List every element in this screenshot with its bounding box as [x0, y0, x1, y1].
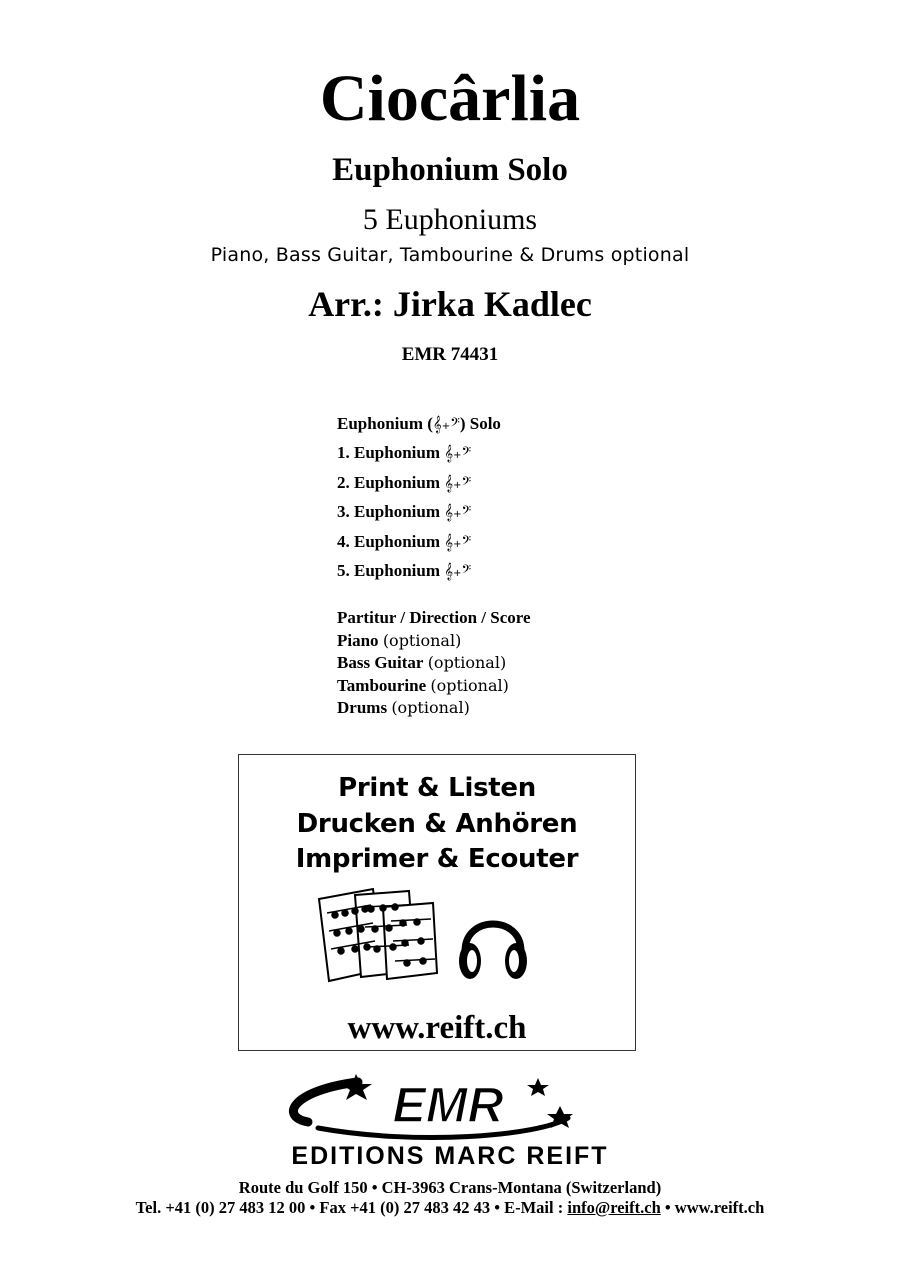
- promo-line-en: Print & Listen: [338, 773, 536, 803]
- contact-suffix: • www.reift.ch: [660, 1198, 765, 1217]
- extra-name: Tambourine: [337, 675, 427, 695]
- plus-sign: +: [441, 421, 451, 432]
- extra-item: [337, 652, 757, 675]
- treble-clef-icon: 𝄞: [444, 473, 454, 492]
- extra-name: Partitur / Direction / Score: [337, 608, 531, 627]
- page-title: Ciocârlia: [319, 62, 581, 135]
- plus-sign: +: [453, 509, 462, 521]
- part-name: 4. Euphonium: [337, 531, 440, 551]
- part-item: [337, 530, 757, 559]
- extra-name: Piano: [337, 630, 379, 650]
- part-item: [337, 471, 757, 500]
- arranger: Arr.: Jirka Kadlec: [308, 284, 592, 324]
- optional-instruments: Piano, Bass Guitar, Tambourine & Drums optional: [210, 244, 690, 266]
- emr-logo: [238, 1072, 658, 1144]
- extra-note: (optional): [382, 630, 462, 650]
- promo-line-de: Drucken & Anhören: [296, 809, 578, 839]
- extra-note: (optional): [391, 698, 470, 718]
- bass-clef-icon: 𝄢: [461, 473, 472, 492]
- part-suffix: ) Solo: [459, 414, 501, 433]
- logo-text: EMR: [392, 1077, 504, 1133]
- subtitle: Euphonium Solo: [332, 152, 568, 188]
- treble-clef-icon: 𝄞: [444, 503, 454, 522]
- part-item: [337, 500, 757, 529]
- bass-clef-icon: 𝄢: [461, 503, 472, 522]
- headphones-icon: [455, 905, 531, 985]
- catalog-number: EMR 74431: [401, 344, 499, 365]
- extra-item: [337, 675, 757, 698]
- extra-name: Bass Guitar: [337, 653, 424, 673]
- extra-item: [337, 630, 757, 653]
- extra-item: [337, 697, 757, 720]
- contact-prefix: Tel. +41 (0) 27 483 12 00 • Fax +41 (0) 27 483 42 43 • E-Mail :: [135, 1198, 568, 1217]
- part-name: 2. Euphonium: [337, 472, 440, 492]
- part-item: [337, 441, 757, 470]
- plus-sign: +: [453, 567, 462, 579]
- part-name: 5. Euphonium: [337, 560, 440, 580]
- treble-clef-icon: 𝄞: [432, 415, 442, 433]
- extras-list: [337, 607, 757, 720]
- treble-clef-icon: 𝄞: [444, 444, 454, 463]
- extra-note: (optional): [430, 675, 509, 695]
- plus-sign: +: [453, 538, 462, 550]
- part-item: [337, 412, 757, 441]
- treble-clef-icon: 𝄞: [444, 561, 454, 580]
- part-name: 3. Euphonium: [337, 502, 440, 522]
- extra-name: Drums: [337, 698, 388, 718]
- publisher-name: EDITIONS MARC REIFT: [291, 1142, 609, 1170]
- part-item: [337, 559, 757, 588]
- address: Route du Golf 150 • CH-3963 Crans-Montana (Switzerland): [238, 1178, 662, 1197]
- parts-list: [337, 412, 757, 588]
- ensemble: 5 Euphoniums: [362, 203, 538, 236]
- extra-note: (optional): [427, 653, 507, 673]
- print-listen-box: [238, 754, 636, 1051]
- plus-sign: +: [453, 479, 462, 491]
- bass-clef-icon: 𝄢: [461, 444, 472, 463]
- website-url[interactable]: www.reift.ch: [347, 1010, 527, 1046]
- extra-item: [337, 607, 757, 630]
- bass-clef-icon: 𝄢: [461, 561, 472, 580]
- promo-line-fr: Imprimer & Ecouter: [295, 844, 579, 874]
- part-name: 1. Euphonium: [337, 443, 440, 463]
- bass-clef-icon: 𝄢: [450, 415, 460, 433]
- part-name: Euphonium (: [337, 414, 433, 433]
- plus-sign: +: [453, 450, 462, 462]
- bass-clef-icon: 𝄢: [461, 532, 472, 551]
- contact-line: [0, 1197, 900, 1219]
- treble-clef-icon: 𝄞: [444, 532, 454, 551]
- sheet-music-icon: [311, 885, 441, 985]
- email-link[interactable]: info@reift.ch: [567, 1198, 661, 1217]
